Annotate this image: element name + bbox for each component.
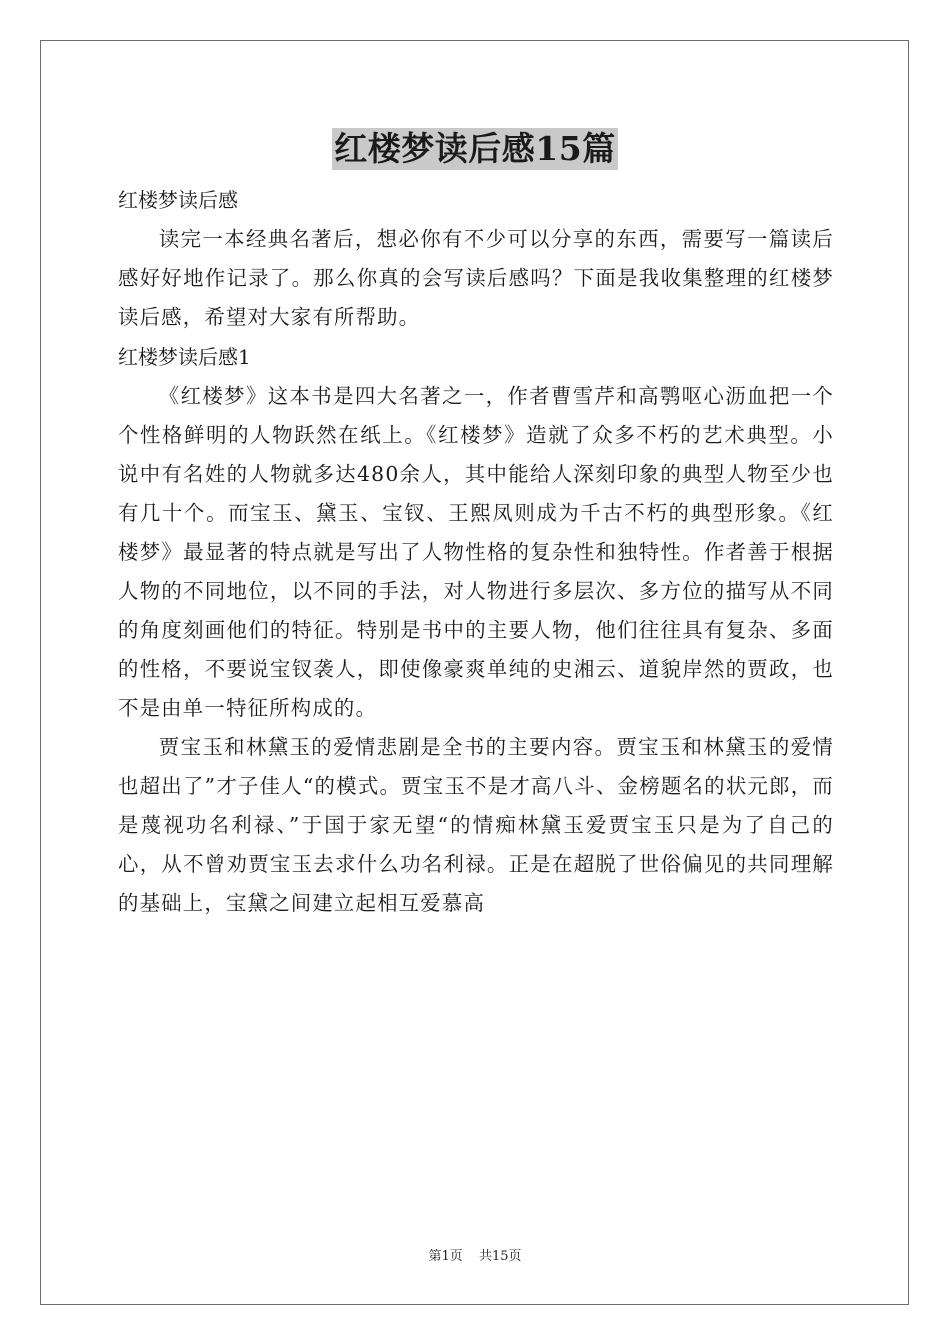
page-footer (0, 1245, 950, 1264)
body-paragraph-1: 《红楼梦》这本书是四大名著之一，作者曹雪芹和高鹗呕心沥血把一个个性格鲜明的人物跃然在纸上。《红楼梦》造就了众多不朽的艺术典型。小说中有名姓的人物就多达480余人，其中能给人深刻印象的典型人物至少也有几十个。而宝玉、黛玉、宝钗、王熙凤则成为千古不朽的典型形象。《红楼梦》最显著的特点就是写出了人物性格的复杂性和独特性。作者善于根据人物的不同地位，以不同的手法，对人物进行多层次、多方位的描写从不同的角度刻画他们的特征。特别是书中的主要人物，他们往往具有复杂、多面的性格，不要说宝钗袭人，即使像豪爽单纯的史湘云、道貌岸然的贾政，也不是由单一特征所构成的。 (118, 384, 834, 720)
intro-heading: 红楼梦读后感 (118, 188, 238, 212)
page-number: 第1页 (428, 1249, 463, 1264)
intro-paragraph: 读完一本经典名著后，想必你有不少可以分享的东西，需要写一篇读后感好好地作记录了。那么你真的会写读后感吗？下面是我收集整理的红楼梦读后感，希望对大家有所帮助。 (118, 227, 834, 329)
document-body (118, 180, 834, 923)
page-total: 共15页 (478, 1249, 522, 1264)
document-title: 红楼梦读后感15篇 (334, 129, 616, 168)
body-paragraph-2: 贾宝玉和林黛玉的爱情悲剧是全书的主要内容。贾宝玉和林黛玉的爱情也超出了”才子佳人“的模式。贾宝玉不是才高八斗、金榜题名的状元郎，而是蔑视功名利禄、”于国于家无望“的情痴林黛玉爱贾宝玉只是为了自己的心，从不曾劝贾宝玉去求什么功名利禄。正是在超脱了世俗偏见的共同理解的基础上，宝黛之间建立起相互爱慕高 (118, 735, 834, 915)
section-heading: 红楼梦读后感1 (118, 345, 251, 369)
title-container (0, 128, 950, 170)
